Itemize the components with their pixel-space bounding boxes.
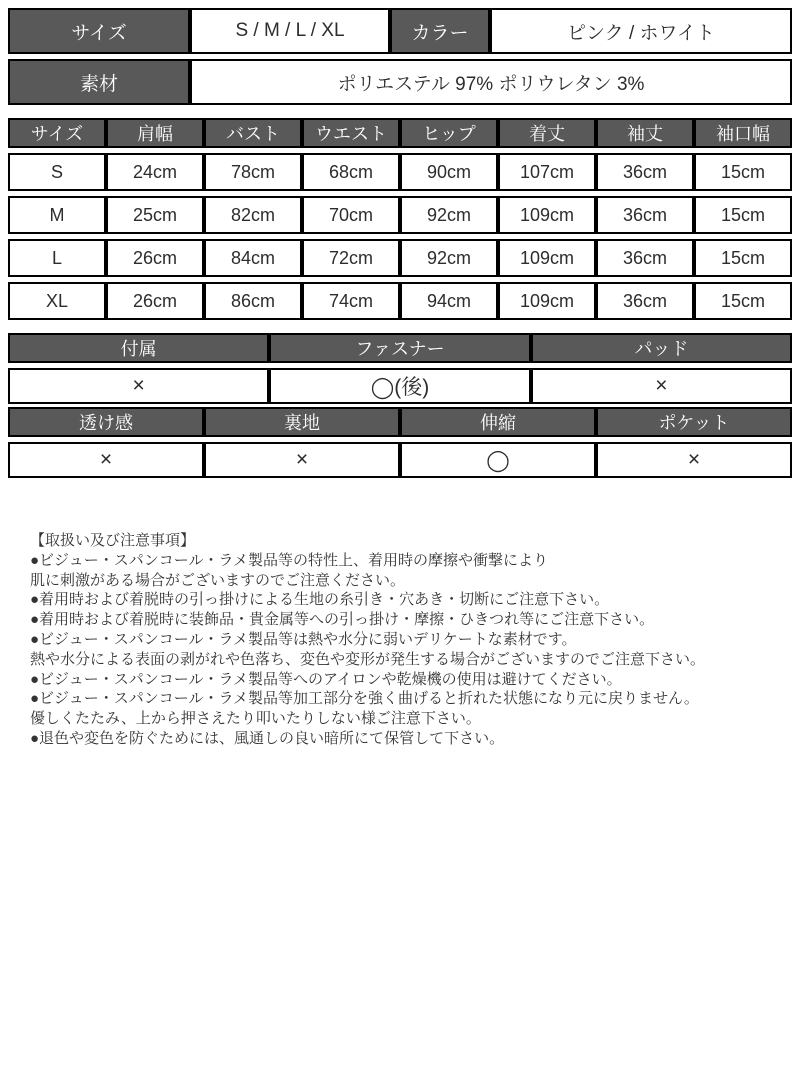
measure-size-cell: S <box>8 153 106 191</box>
measure-value-cell: 92cm <box>400 239 498 277</box>
size-header-cell: サイズ <box>8 8 190 54</box>
care-note-line: ●ビジュー・スパンコール・ラメ製品等へのアイロンや乾燥機の使用は避けてください。 <box>30 670 622 688</box>
feature-value-pocket: × <box>596 442 792 478</box>
feature-value-pad: × <box>531 368 792 404</box>
measure-size-cell: L <box>8 239 106 277</box>
measure-row-xl <box>8 282 792 320</box>
measure-header-row <box>8 118 792 148</box>
measure-value-cell: 36cm <box>596 153 694 191</box>
feature-value-accessory: × <box>8 368 269 404</box>
feature-header-stretch: 伸縮 <box>400 407 596 437</box>
features-table-1 <box>8 328 792 409</box>
measure-value-cell: 15cm <box>694 239 792 277</box>
measure-value-cell: 90cm <box>400 153 498 191</box>
care-note-line: ●着用時および着脱時に装飾品・貴金属等への引っ掛け・摩擦・ひきつれ等にご注意下さい。 <box>30 611 655 629</box>
care-note-line: ●ビジュー・スパンコール・ラメ製品等は熱や水分に弱いデリケートな素材です。 <box>30 630 577 648</box>
info-row-2 <box>8 59 792 105</box>
measure-value-cell: 86cm <box>204 282 302 320</box>
measure-value-cell: 36cm <box>596 282 694 320</box>
measure-value-cell: 78cm <box>204 153 302 191</box>
measure-value-cell: 109cm <box>498 282 596 320</box>
measure-header-sleeve: 袖丈 <box>596 118 694 148</box>
feature-value-fastener: ◯(後) <box>269 368 530 404</box>
feature-value-lining: × <box>204 442 400 478</box>
measure-value-cell: 107cm <box>498 153 596 191</box>
measure-value-cell: 68cm <box>302 153 400 191</box>
measure-value-cell: 72cm <box>302 239 400 277</box>
material-header-cell: 素材 <box>8 59 190 105</box>
size-value-cell: S / M / L / XL <box>190 8 390 54</box>
care-note-line: ●退色や変色を防ぐためには、風通しの良い暗所にて保管して下さい。 <box>30 729 505 747</box>
info-row-1 <box>8 8 792 54</box>
care-note-line: ●ビジュー・スパンコール・ラメ製品等の特性上、着用時の摩擦や衝撃により <box>30 551 549 569</box>
size-color-material-table <box>8 3 792 110</box>
measure-row-s <box>8 153 792 191</box>
measure-header-hip: ヒップ <box>400 118 498 148</box>
feature-value-stretch: ◯ <box>400 442 596 478</box>
color-value-cell: ピンク / ホワイト <box>490 8 792 54</box>
measure-value-cell: 74cm <box>302 282 400 320</box>
measure-value-cell: 92cm <box>400 196 498 234</box>
measure-header-cuff: 袖口幅 <box>694 118 792 148</box>
care-notes <box>8 531 792 749</box>
color-header-cell: カラー <box>390 8 490 54</box>
measure-size-cell: XL <box>8 282 106 320</box>
measure-value-cell: 36cm <box>596 239 694 277</box>
measure-header-size: サイズ <box>8 118 106 148</box>
material-value-cell: ポリエステル 97% ポリウレタン 3% <box>190 59 792 105</box>
feature-header-pocket: ポケット <box>596 407 792 437</box>
features1-value-row <box>8 368 792 404</box>
measure-value-cell: 36cm <box>596 196 694 234</box>
measure-value-cell: 109cm <box>498 239 596 277</box>
measure-header-shoulder: 肩幅 <box>106 118 204 148</box>
measure-value-cell: 94cm <box>400 282 498 320</box>
measure-row-l <box>8 239 792 277</box>
measure-value-cell: 26cm <box>106 239 204 277</box>
feature-header-fastener: ファスナー <box>269 333 530 363</box>
feature-header-accessory: 付属 <box>8 333 269 363</box>
care-note-line: ●着用時および着脱時の引っ掛けによる生地の糸引き・穴あき・切断にご注意下さい。 <box>30 591 610 609</box>
measure-header-waist: ウエスト <box>302 118 400 148</box>
measure-row-m <box>8 196 792 234</box>
features2-value-row <box>8 442 792 478</box>
feature-value-sheerness: × <box>8 442 204 478</box>
measure-value-cell: 15cm <box>694 282 792 320</box>
measure-header-length: 着丈 <box>498 118 596 148</box>
feature-header-pad: パッド <box>531 333 792 363</box>
care-note-line: 優しくたたみ、上から押さえたり叩いたりしない様ご注意下さい。 <box>30 710 481 728</box>
measure-value-cell: 82cm <box>204 196 302 234</box>
care-note-line: 熱や水分による表面の剥がれや色落ち、変色や変形が発生する場合がございますのでご注意下さい。 <box>30 650 706 668</box>
features1-header-row <box>8 333 792 363</box>
care-note-line: ●ビジュー・スパンコール・ラメ製品等加工部分を強く曲げると折れた状態になり元に戻りません。 <box>30 690 699 708</box>
measure-size-cell: M <box>8 196 106 234</box>
measure-value-cell: 26cm <box>106 282 204 320</box>
measure-header-bust: バスト <box>204 118 302 148</box>
measure-value-cell: 24cm <box>106 153 204 191</box>
measure-value-cell: 15cm <box>694 153 792 191</box>
feature-header-lining: 裏地 <box>204 407 400 437</box>
features-table-2 <box>8 402 792 483</box>
measure-value-cell: 25cm <box>106 196 204 234</box>
feature-header-sheerness: 透け感 <box>8 407 204 437</box>
care-note-line: 肌に刺激がある場合がございますのでご注意ください。 <box>30 571 406 589</box>
measure-value-cell: 15cm <box>694 196 792 234</box>
measure-value-cell: 109cm <box>498 196 596 234</box>
measure-value-cell: 84cm <box>204 239 302 277</box>
measure-value-cell: 70cm <box>302 196 400 234</box>
care-notes-title: 【取扱い及び注意事項】 <box>30 532 196 549</box>
features2-header-row <box>8 407 792 437</box>
measurements-table <box>8 113 792 325</box>
